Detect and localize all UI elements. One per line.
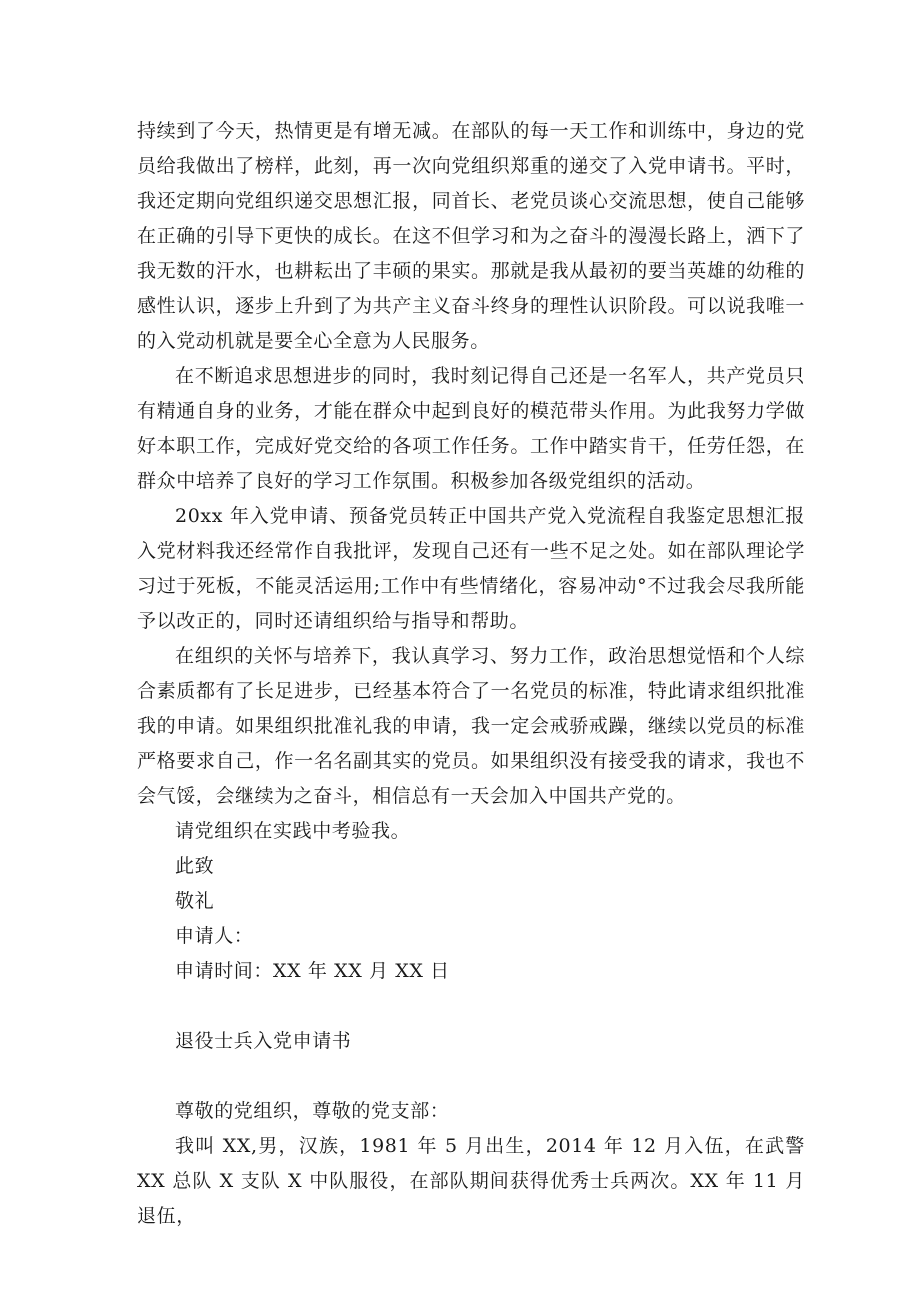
paragraph-request: 在组织的关怀与培养下，我认真学习、努力工作，政治思想觉悟和个人综合素质都有了长足进步，已经基本符合了一名党员的标准，特此请求组织批准我的申请。如果组织批准礼我的申请，我一定会戒骄戒躁，继续以党员的标准严格要求自己，作一名名副其实的党员。如果组织没有接受我的请求，我也不会气馁，会继续为之奋斗，相信总有一天会加入中国共产党的。 [137,645,805,807]
closing-line-respect: 敬礼 [175,890,215,912]
second-document-title: 退役士兵入党申请书 [175,1030,352,1052]
document-body [137,114,805,1234]
closing-line-salute: 此致 [175,855,215,877]
paragraph-self-criticism: 20xx 年入党申请、预备党员转正中国共产党入党流程自我鉴定思想汇报入党材料我还经常作自我批评，发现自己还有一些不足之处。如在部队理论学习过于死板，不能灵活运用;工作中有些情绪化，容易冲动°不过我会尽我所能予以改正的，同时还请组织给与指导和帮助。 [137,505,805,632]
application-date-line: 申请时间：XX 年 XX 月 XX 日 [175,960,450,982]
intro-paragraph: 我叫 XX,男，汉族，1981 年 5 月出生，2014 年 12 月入伍，在武警 XX 总队 X 支队 X 中队服役，在部队期间获得优秀士兵两次。XX 年 11 月退伍， [137,1135,805,1227]
paragraph-professional: 在不断追求思想进步的同时，我时刻记得自己还是一名军人，共产党员只有精通自身的业务，才能在群众中起到良好的模范带头作用。为此我努力学做好本职工作，完成好党交给的各项工作任务。工作中踏实肯干，任劳任怨，在群众中培养了良好的学习工作氛围。积极参加各级党组织的活动。 [137,365,805,492]
paragraph-continuation: 持续到了今天，热情更是有增无减。在部队的每一天工作和训练中，身边的党员给我做出了榜样，此刻，再一次向党组织郑重的递交了入党申请书。平时，我还定期向党组织递交思想汇报，同首长、老党员谈心交流思想，使自己能够在正确的引导下更快的成长。在这不但学习和为之奋斗的漫漫长路上，洒下了我无数的汗水，也耕耘出了丰硕的果实。那就是我从最初的要当英雄的幼稚的感性认识，逐步上升到了为共产主义奋斗终身的理性认识阶段。可以说我唯一的入党动机就是要全心全意为人民服务。 [137,120,805,352]
closing-line-test: 请党组织在实践中考验我。 [175,820,411,842]
applicant-line: 申请人： [175,925,254,947]
salutation-line: 尊敬的党组织，尊敬的党支部： [175,1100,450,1122]
